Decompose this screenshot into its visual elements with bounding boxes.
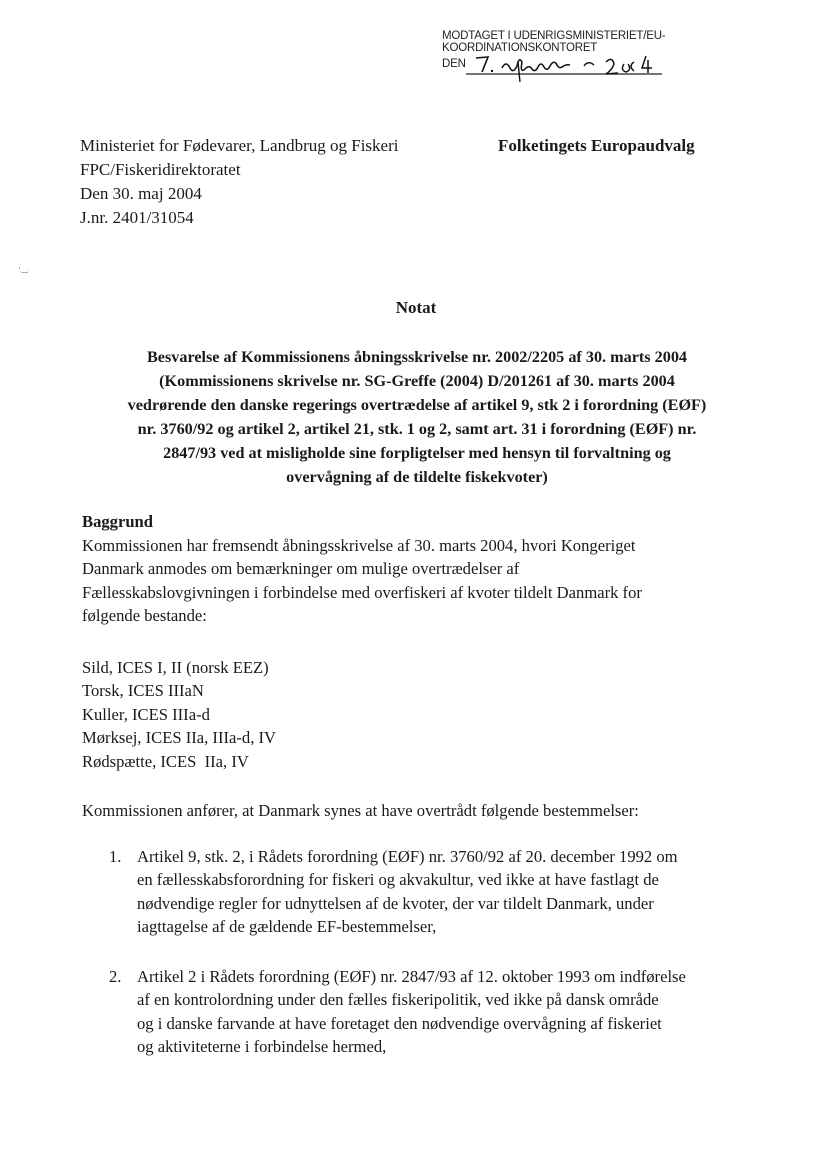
document-title: Notat	[395, 298, 437, 317]
sender-department: FPC/Fiskeridirektoratet	[80, 160, 241, 179]
provision-line: iagttagelse af de gældende EF-bestemmelser,	[137, 917, 437, 936]
recipient: Folketingets Europaudvalg	[498, 136, 695, 155]
provision-number: 2.	[109, 966, 122, 986]
sender-block	[80, 134, 398, 230]
sender-journal-number: J.nr. 2401/31054	[80, 208, 194, 227]
stock-item: Sild, ICES I, II (norsk EEZ)	[82, 657, 269, 677]
received-stamp	[442, 30, 792, 70]
provisions-list	[82, 845, 762, 1059]
provision-line: og i danske farvande at have foretaget den nødvendige overvågning af fiskeriet	[137, 1013, 662, 1033]
provision-line: og aktiviteterne i forbindelse hermed,	[137, 1037, 387, 1056]
sender-date: Den 30. maj 2004	[80, 184, 202, 203]
subject-line: 2847/93 ved at misligholde sine forpligtelser med hensyn til forvaltning og	[163, 444, 671, 462]
stock-item: Mørksej, ICES IIa, IIIa-d, IV	[82, 728, 276, 747]
document-body	[82, 510, 762, 1085]
stocks-list	[82, 656, 762, 774]
section-heading-background: Baggrund	[82, 512, 154, 531]
stock-item: Rødspætte, ICES IIa, IV	[82, 751, 249, 771]
stock-item: Kuller, ICES IIIa-d	[82, 704, 210, 724]
subject-line: overvågning af de tildelte fiskekvoter)	[286, 468, 548, 486]
provision-item	[82, 965, 762, 1059]
provision-line: en fællesskabsforordning for fiskeri og akvakultur, ved ikke at have fastlagt de	[137, 870, 659, 889]
subject-line: nr. 3760/92 og artikel 2, artikel 21, stk. 1 og 2, samt art. 31 i forordning (EØF) nr.	[137, 420, 697, 438]
paragraph-line: Fællesskabslovgivningen i forbindelse med overfiskeri af kvoter tildelt Danmark for	[82, 582, 642, 602]
margin-mark: ·‿	[18, 263, 29, 273]
provision-line: Artikel 9, stk. 2, i Rådets forordning (EØF) nr. 3760/92 af 20. december 1992 om	[137, 846, 678, 866]
provisions-intro: Kommissionen anfører, at Danmark synes at have overtrådt følgende bestemmelser:	[82, 801, 639, 820]
stamp-text: MODTAGET I UDENRIGSMINISTERIET/EU-KOORDINATIONSKONTORET	[442, 30, 666, 54]
provision-line: Artikel 2 i Rådets forordning (EØF) nr. 2847/93 af 12. oktober 1993 om indførelse	[137, 966, 686, 986]
provision-item	[82, 845, 762, 939]
stamp-den-label: DEN	[442, 58, 466, 70]
provision-line: af en kontrolordning under den fælles fiskeripolitik, ved ikke på dansk område	[137, 990, 659, 1009]
sender-ministry: Ministeriet for Fødevarer, Landbrug og Fiskeri	[80, 136, 399, 155]
subject-line: (Kommissionens skrivelse nr. SG-Greffe (2004) D/201261 af 30. marts 2004	[159, 372, 675, 390]
paragraph-line: Kommissionen har fremsendt åbningsskrivelse af 30. marts 2004, hvori Kongeriget	[82, 535, 636, 555]
handwritten-date-signature	[466, 52, 666, 84]
stamp-date-line	[442, 52, 702, 80]
background-paragraph	[82, 534, 762, 628]
provision-line: nødvendige regler for udnyttelsen af de kvoter, der var tildelt Danmark, under	[137, 893, 654, 913]
provision-number: 1.	[109, 846, 122, 866]
paragraph-line: Danmark anmodes om bemærkninger om mulige overtrædelser af	[82, 559, 520, 578]
paragraph-line: følgende bestande:	[82, 606, 207, 625]
subject-line: vedrørende den danske regerings overtrædelse af artikel 9, stk 2 i forordning (EØF)	[127, 396, 707, 414]
stock-item: Torsk, ICES IIIaN	[82, 681, 204, 700]
subject-line: Besvarelse af Kommissionens åbningsskrivelse nr. 2002/2205 af 30. marts 2004	[146, 348, 688, 366]
subject-block	[80, 345, 754, 489]
